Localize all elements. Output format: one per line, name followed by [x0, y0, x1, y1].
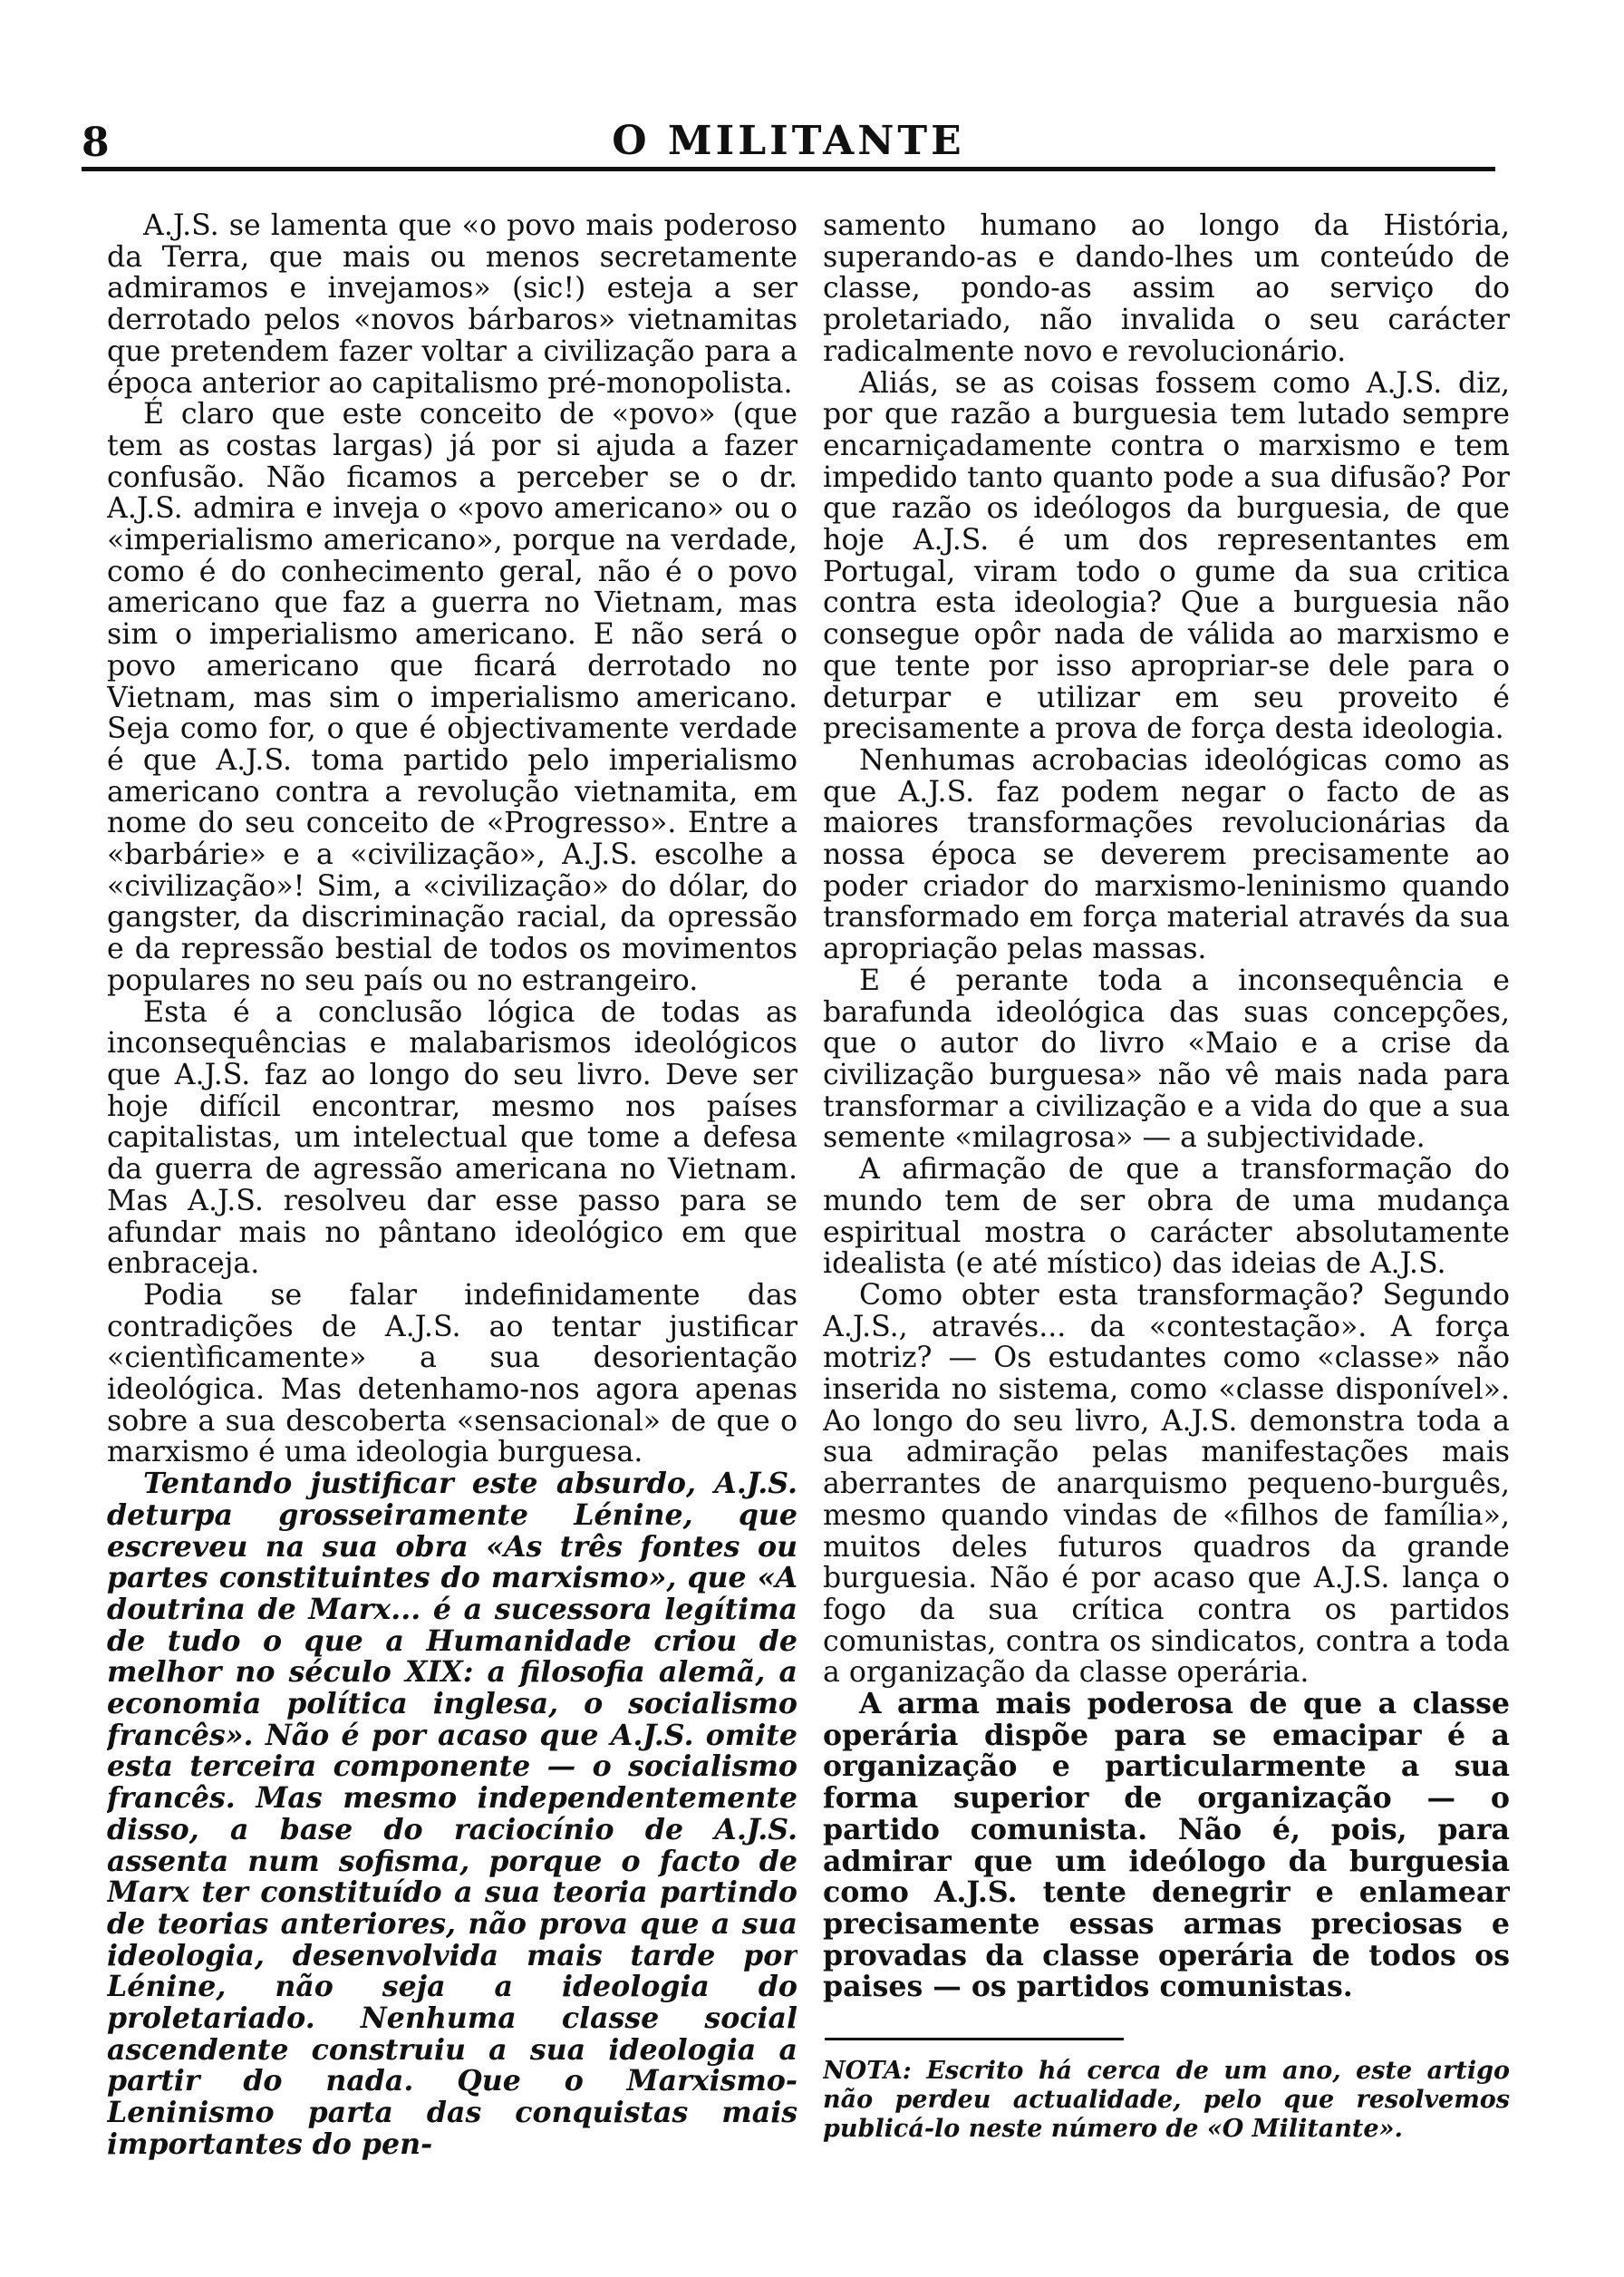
paragraph: É claro que este conceito de «povo» (que tem as costas largas) já por si ajuda a fazer confusão. Não ficamos a perceber se o dr. A.J.S. admira e inveja o «povo americano» ou o «imperialismo americano», porque na verdade, como é do conhecimento geral, não é o povo americano que faz a guerra no Vietnam, mas sim o imperialismo americano. E não será o povo americano que ficará derrotado no Vietnam, mas sim o imperialismo americano. Seja como for, o que é objectivamente verdade é que A.J.S. toma partido pelo imperialismo americano contra a revolução vietnamita, em nome do seu conceito de «Progresso». Entre a «barbárie» e a «civilização», A.J.S. escolhe a «civilização»! Sim, a «civilização» do dólar, do gangster, da discriminação racial, da opressão e da repressão bestial de todos os movimentos populares no seu país ou no estrangeiro.: [107, 398, 798, 997]
right-column: [823, 210, 1510, 2232]
paragraph: Como obter esta transformação? Segundo A.J.S., através... da «contestação». A força motriz? — Os estudantes como «classe» não inserida no sistema, como «classe disponível». Ao longo do seu livro, A.J.S. demonstra toda a sua admiração pelas manifestações mais aberrantes de anarquismo pequeno-burguês, mesmo quando vindas de «filhos de família», muitos deles futuros quadros da grande burguesia. Não é por acaso que A.J.S. lança o fogo da sua crítica contra os partidos comunistas, contra os sindicatos, contra a toda a organização da classe operária.: [823, 1278, 1510, 1690]
header-rule: [82, 167, 1495, 171]
left-column: [107, 210, 798, 2232]
page-header: [82, 107, 1495, 179]
paragraph: A afirmação de que a transformação do mundo tem de ser obra de uma mudança espiritual mostra o carácter absolutamente idealista (e até místico) das ideias de A.J.S.: [823, 1153, 1510, 1281]
paragraph: Aliás, se as coisas fossem como A.J.S. diz, por que razão a burguesia tem lutado sempre encarniçadamente contra o marxismo e tem impedido tanto quanto pode a sua difusão? Por que razão os ideólogos da burguesia, de que hoje A.J.S. é um dos representantes em Portugal, viram todo o gume da sua critica contra esta ideologia? Que a burguesia não consegue opôr nada de válida ao marxismo e que tente por isso apropriar-se dele para o deturpar e utilizar em seu proveito é precisamente a prova de força desta ideologia.: [823, 366, 1510, 746]
page-title: O MILITANTE: [612, 118, 965, 164]
page-number: 8: [82, 120, 110, 166]
paragraph: E é perante toda a inconsequência e barafunda ideológica das suas concepções, que o autor do livro «Maio e a crise da civilização burguesa» não vê mais nada para transformar a civilização e a vida do que a sua semente «milagrosa» — a subjectividade.: [823, 964, 1510, 1155]
paragraph: Nenhumas acrobacias ideológicas como as que A.J.S. faz podem negar o facto de as maiores transformações revolucionárias da nossa época se deverem precisamente ao poder criador do marxismo-leninismo quando transformado em força material através da sua apropriação pelas massas.: [823, 743, 1510, 966]
paragraph: Podia se falar indefinidamente das contradições de A.J.S. ao tentar justificar «cientìficamente» a sua desorientação ideológica. Mas detenhamo-nos agora apenas sobre a sua descoberta «sensacional» de que o marxismo é uma ideologia burguesa.: [107, 1278, 798, 1469]
paragraph: Esta é a conclusão lógica de todas as inconsequências e malabarismos ideológicos que A.J.S. faz ao longo do seu livro. Deve ser hoje difícil encontrar, mesmo nos países capitalistas, um intelectual que tome a defesa da guerra de agressão americana no Vietnam. Mas A.J.S. resolveu dar esse passo para se afundar mais no pântano ideológico em que enbraceja.: [107, 995, 798, 1281]
paragraph: A.J.S. se lamenta que «o povo mais poderoso da Terra, que mais ou menos secretamente admiramos e invejamos» (sic!) esteja a ser derrotado pelos «novos bárbaros» vietnamitas que pretendem fazer voltar a civilização para a época anterior ao capitalismo pré-monopolista.: [107, 210, 798, 400]
paragraph: Tentando justificar este absurdo, A.J.S. deturpa grosseiramente Lénine, que escreveu na sua obra «As três fontes ou partes constituintes do marxismo», que «A doutrina de Marx... é a sucessora legítima de tudo o que a Humanidade criou de melhor no século XIX: a filosofia alemã, a economia política inglesa, o socialismo francês». Não é por acaso que A.J.S. omite esta terceira componente — o socialismo francês. Mas mesmo independentemente disso, a base do raciocínio de A.J.S. assenta num sofisma, porque o facto de Marx ter constituído a sua teoria partindo de teorias anteriores, não prova que a sua ideologia, desenvolvida mais tarde por Lénine, não seja a ideologia do proletariado. Nenhuma classe social ascendente construiu a sua ideologia a partir do nada. Que o Marxismo-Leninismo parta das conquistas mais importantes do pen-: [107, 1467, 798, 2161]
paragraph: A arma mais poderosa de que a classe operária dispõe para se emacipar é a organização e particularmente a sua forma superior de organização — o partido comunista. Não é, pois, para admirar que um ideólogo da burguesia como A.J.S. tente denegrir e enlamear precisamente essas armas preciosas e provadas da classe operária de todos os paises — os partidos comunistas.: [823, 1687, 1510, 2004]
footnote-rule: [825, 2038, 1124, 2040]
footnote: NOTA: Escrito há cerca de um ano, este artigo não perdeu actualidade, pelo que resolvemos publicá-lo neste número de «O Militante».: [823, 2057, 1510, 2144]
paragraph: samento humano ao longo da História, superando-as e dando-lhes um conteúdo de classe, pondo-as assim ao serviço do proletariado, não invalida o seu carácter radicalmente novo e revolucionário.: [823, 210, 1510, 368]
